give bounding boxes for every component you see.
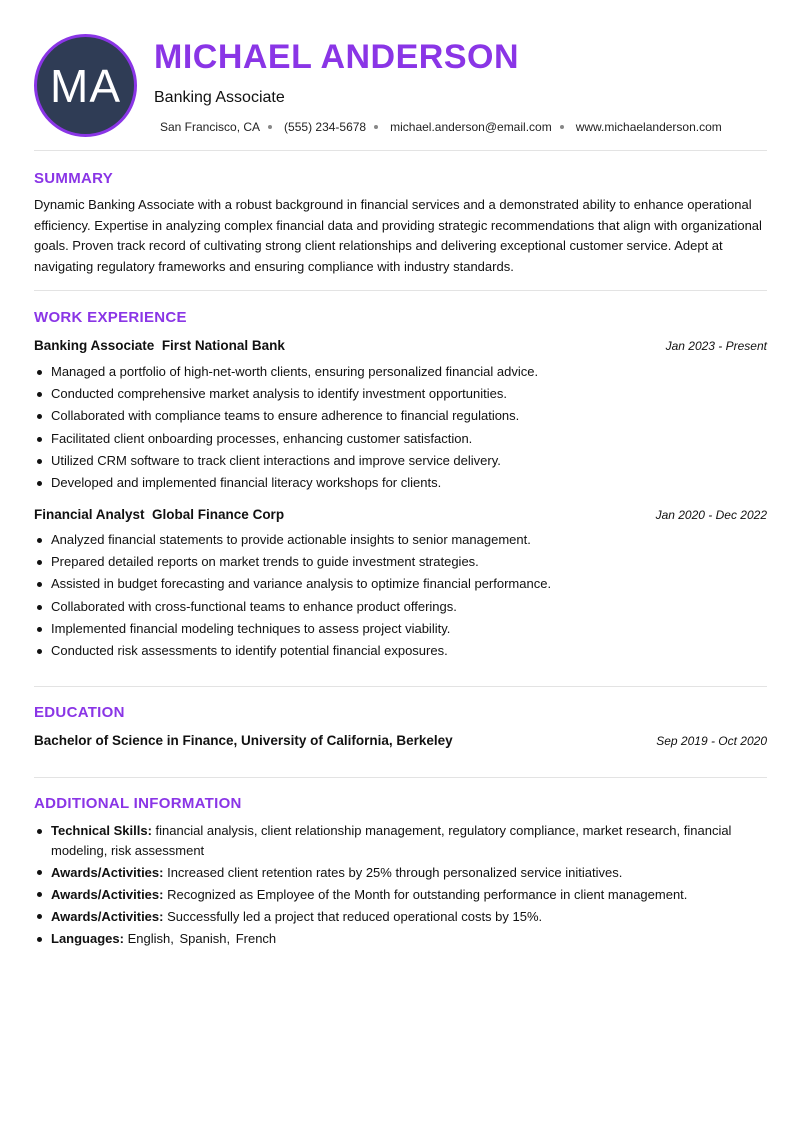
item-text: Recognized as Employee of the Month for outstanding performance in client management.	[167, 886, 688, 902]
list-item: Conducted risk assessments to identify potential financial exposures.	[34, 641, 767, 663]
item-label: Awards/Activities:	[51, 864, 164, 880]
separator-dot-icon	[374, 125, 378, 129]
divider	[34, 777, 767, 778]
job-entry-1	[34, 338, 767, 358]
summary-text: Dynamic Banking Associate with a robust background in financial services and a demonstrated ability to enhance operational efficiency. Expertise in analyzing complex financial data and providing strategic recommendations that align with organizational goals. Proven track record of cultivating strong client relationships and delivering exceptional customer service. Adept at navigating regulatory frameworks and ensuring compliance with industry standards.	[34, 197, 762, 274]
work-experience-heading: WORK EXPERIENCE	[34, 309, 187, 326]
contact-location	[160, 120, 284, 134]
summary-heading: SUMMARY	[34, 170, 114, 187]
list-item: Assisted in budget forecasting and variance analysis to optimize financial performance.	[34, 574, 767, 596]
list-item: Collaborated with compliance teams to ensure adherence to financial regulations.	[34, 406, 767, 428]
resume-header	[34, 34, 767, 150]
avatar	[34, 34, 137, 137]
job-heading	[34, 507, 284, 522]
list-item	[34, 885, 767, 905]
job-title: Banking Associate	[154, 89, 285, 106]
list-item: Collaborated with cross-functional teams to enhance product offerings.	[34, 597, 767, 619]
avatar-initials: MA	[50, 59, 121, 112]
additional-information-list	[34, 821, 767, 951]
list-item: Conducted comprehensive market analysis to identify investment opportunities.	[34, 384, 767, 406]
contact-list	[160, 120, 722, 134]
job-company: Global Finance Corp	[152, 507, 285, 522]
divider	[34, 290, 767, 291]
language: French	[235, 931, 277, 946]
divider	[34, 150, 767, 151]
contact-website-text[interactable]: www.michaelanderson.com	[575, 120, 722, 134]
separator-dot-icon	[268, 125, 272, 129]
education-entry	[34, 733, 767, 753]
contact-phone-text: (555) 234-5678	[284, 120, 367, 134]
list-item	[34, 907, 767, 927]
contact-email-text[interactable]: michael.anderson@email.com	[390, 120, 552, 134]
list-item: Utilized CRM software to track client interactions and improve service delivery.	[34, 451, 767, 473]
languages-item	[34, 929, 767, 949]
additional-information-heading: ADDITIONAL INFORMATION	[34, 795, 242, 812]
item-text: financial analysis, client relationship management, regulatory compliance, market research, financial modeling, risk assessment	[51, 823, 732, 858]
separator-dot-icon	[560, 125, 564, 129]
education-degree: Bachelor of Science in Finance, University of California, Berkeley	[34, 733, 453, 748]
contact-location-text: San Francisco, CA	[160, 120, 261, 134]
job-company: First National Bank	[161, 338, 285, 353]
list-item: Managed a portfolio of high-net-worth clients, ensuring personalized financial advice.	[34, 362, 767, 384]
job-role: Banking Associate	[34, 338, 155, 353]
divider	[34, 686, 767, 687]
item-text: Increased client retention rates by 25% through personalized service initiatives.	[167, 864, 623, 880]
list-item: Implemented financial modeling techniques to assess project viability.	[34, 619, 767, 641]
job-entry-2	[34, 507, 767, 527]
language: Spanish,	[179, 931, 231, 946]
job-role: Financial Analyst	[34, 507, 145, 522]
job-2-bullets	[34, 530, 767, 663]
education-heading: EDUCATION	[34, 704, 125, 721]
job-dates: Jan 2023 - Present	[665, 339, 767, 353]
language: English,	[127, 931, 174, 946]
languages-label: Languages:	[51, 931, 124, 946]
list-item: Developed and implemented financial literacy workshops for clients.	[34, 473, 767, 495]
job-1-bullets	[34, 362, 767, 495]
contact-email[interactable]	[390, 120, 576, 134]
item-text: Successfully led a project that reduced operational costs by 15%.	[167, 908, 543, 924]
list-item: Analyzed financial statements to provide actionable insights to senior management.	[34, 530, 767, 552]
education-dates: Sep 2019 - Oct 2020	[656, 734, 767, 748]
list-item	[34, 821, 767, 860]
list-item: Prepared detailed reports on market trends to guide investment strategies.	[34, 552, 767, 574]
contact-phone	[284, 120, 390, 134]
job-heading	[34, 338, 285, 353]
item-label: Awards/Activities:	[51, 886, 164, 902]
item-label: Awards/Activities:	[51, 908, 164, 924]
contact-website[interactable]	[576, 120, 722, 134]
item-label: Technical Skills:	[51, 823, 152, 838]
candidate-name: MICHAEL ANDERSON	[154, 38, 520, 76]
list-item: Facilitated client onboarding processes, enhancing customer satisfaction.	[34, 429, 767, 451]
list-item	[34, 863, 767, 883]
job-dates: Jan 2020 - Dec 2022	[655, 508, 767, 522]
